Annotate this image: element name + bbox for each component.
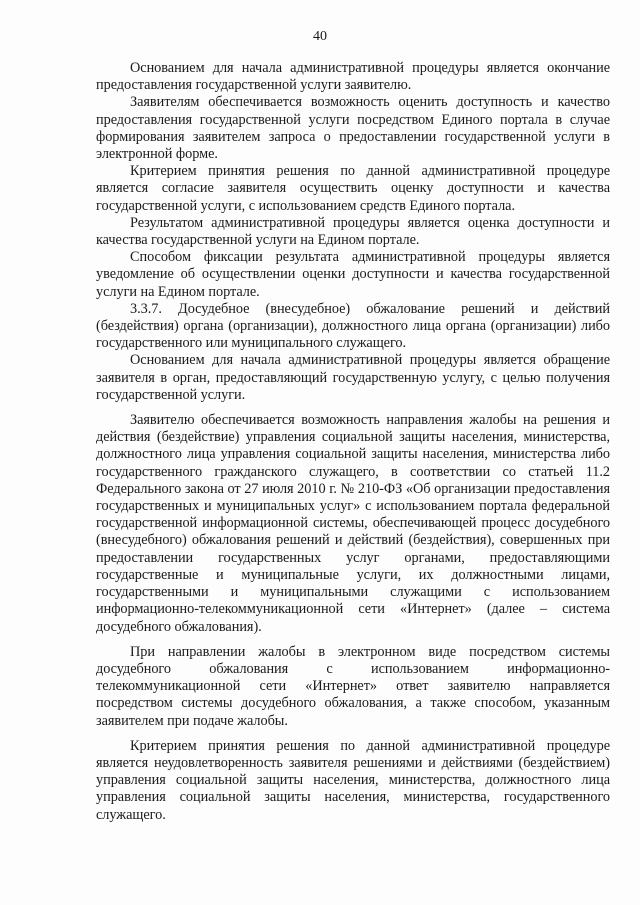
page-number: 40 [313, 29, 327, 44]
paragraph-decision-criterion-consent: Критерием принятия решения по данной административной процедуре является согласие заявителя осуществить оценку доступности и качества государственной услуги, с использованием средств Единого портала. [96, 163, 610, 214]
paragraph-result-fixation: Способом фиксации результата административной процедуры является уведомление об осуществлении оценки доступности и качества государственной услуги на Едином портале. [96, 249, 610, 300]
paragraph-quality-assessment-opportunity: Заявителям обеспечивается возможность оценить доступность и качество предоставления государственной услуги посредством Единого портала в случае формирования заявителем запроса о предоставлении государственной услуги в электронной форме. [96, 94, 610, 163]
section-heading-3-3-7: 3.3.7. Досудебное (внесудебное) обжалование решений и действий (бездействия) органа (организации), должностного лица органа (организации) либо государственного или муниципального служащего. [96, 300, 610, 352]
document-body [96, 60, 610, 824]
paragraph-basis-completion: Основанием для начала административной процедуры является окончание предоставления государственной услуги заявителю. [96, 60, 610, 94]
paragraph-complaint-opportunity: Заявителю обеспечивается возможность направления жалобы на решения и действия (бездействие) управления социальной защиты населения, министерства, должностного лица управления социальной защиты населения, министерства либо государственного гражданского служащего, в соответствии со статьей 11.2 Федерального закона от 27 июля 2010 г. № 210-ФЗ «Об организации предоставления государственных и муниципальных услуг» с использованием портала федеральной государственной информационной системы, обеспечивающей процесс досудебного (внесудебного) обжалования решений и действий (бездействия), совершенных при предоставлении государственных услуг органами, предоставляющими государственные и муниципальные услуги, их должностными лицами, государственными и муниципальными служащими с использованием информационно-телекоммуникационной сети «Интернет» (далее – система досудебного обжалования). [96, 412, 610, 635]
paragraph-procedure-result: Результатом административной процедуры является оценка доступности и качества государственной услуги на Едином портале. [96, 214, 610, 249]
paragraph-basis-appeal: Основанием для начала административной процедуры является обращение заявителя в орган, предоставляющий государственную услугу, с целью получения государственной услуги. [96, 352, 610, 403]
paragraph-electronic-complaint: При направлении жалобы в электронном виде посредством системы досудебного обжалования с использованием информационно-телекоммуникационной сети «Интернет» ответ заявителю направляется посредством системы досудебного обжалования, а также способом, указанным заявителем при подаче жалобы. [96, 643, 610, 729]
paragraph-decision-criterion-dissatisfaction: Критерием принятия решения по данной административной процедуре является неудовлетворенность заявителя решениями и действиями (бездействием) управления социальной защиты населения, министерства, должностного лица управления социальной защиты населения, министерства, государственного служащего. [96, 737, 610, 823]
